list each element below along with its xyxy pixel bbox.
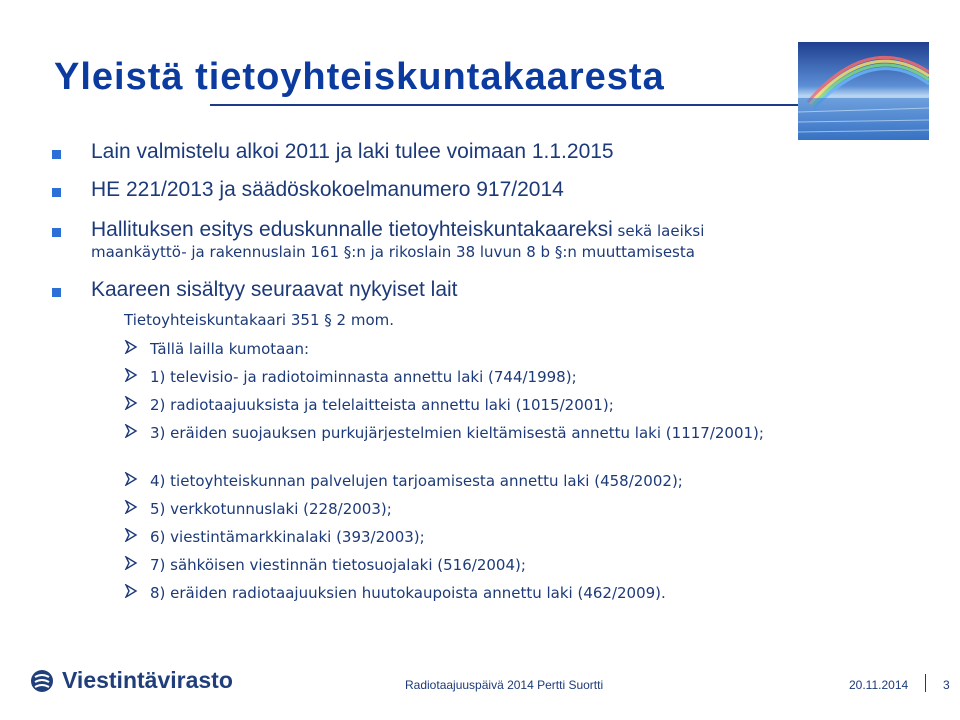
arrow-bullet-icon (124, 584, 138, 598)
footer-event: Radiotaajuuspäivä 2014 Pertti Suortti (405, 678, 604, 692)
arrow-list-item (124, 582, 666, 604)
slide-title: Yleistä tietoyhteiskuntakaaresta (54, 56, 665, 98)
rainbow-ocean-image (798, 42, 929, 140)
arrow-item-text: 8) eräiden radiotaajuuksien huutokaupoista annettu laki (462/2009). (150, 584, 666, 602)
arrow-item-text: 4) tietoyhteiskunnan palvelujen tarjoamisesta annettu laki (458/2002); (150, 472, 683, 490)
square-bullet-icon (52, 150, 61, 159)
bullet-text: HE 221/2013 ja säädöskokoelmanumero 917/2014 (91, 178, 564, 201)
bullet-text: Lain valmistelu alkoi 2011 ja laki tulee voimaan 1.1.2015 (91, 140, 614, 163)
arrow-bullet-icon (124, 340, 138, 354)
arrow-bullet-icon (124, 472, 138, 486)
logo-text: Viestintävirasto (62, 667, 233, 693)
bullet-text-line2: maankäyttö- ja rakennuslain 161 §:n ja rikoslain 38 luvun 8 b §:n muuttamisesta (91, 243, 695, 261)
viestintavirasto-logo (30, 667, 233, 694)
arrow-item-text: 3) eräiden suojauksen purkujärjestelmien kieltämisestä annettu laki (1117/2001); (150, 424, 764, 442)
arrow-item-text: Tällä lailla kumotaan: (150, 340, 310, 358)
arrow-item-text: 7) sähköisen viestinnän tietosuojalaki (516/2004); (150, 556, 526, 574)
arrow-bullet-icon (124, 556, 138, 570)
arrow-list-item (124, 366, 577, 388)
bullet-text: Hallituksen esitys eduskunnalle tietoyhteiskuntakaareksi (91, 218, 613, 241)
arrow-bullet-icon (124, 424, 138, 438)
arrow-list-item (124, 394, 614, 416)
square-bullet-icon (52, 288, 61, 297)
title-underline (210, 104, 800, 106)
bullet-item (52, 218, 704, 261)
arrow-list-item (124, 554, 526, 576)
arrow-bullet-icon (124, 500, 138, 514)
arrow-list-item (124, 526, 425, 548)
arrow-list-item (124, 422, 804, 444)
footer-separator (925, 674, 926, 692)
arrow-item-text: 5) verkkotunnuslaki (228/2003); (150, 500, 392, 518)
bullet-item (52, 178, 564, 202)
footer-date: 20.11.2014 (849, 678, 909, 692)
arrow-bullet-icon (124, 396, 138, 410)
bullet-item (52, 278, 458, 302)
bullet-text: Kaareen sisältyy seuraavat nykyiset lait (91, 278, 458, 301)
arrow-list-item (124, 498, 392, 520)
bullet-item (52, 140, 614, 164)
arrow-bullet-icon (124, 368, 138, 382)
arrow-bullet-icon (124, 528, 138, 542)
arrow-item-text: 1) televisio- ja radiotoiminnasta annettu laki (744/1998); (150, 368, 577, 386)
arrow-item-text: 2) radiotaajuuksista ja telelaitteista annettu laki (1015/2001); (150, 396, 614, 414)
square-bullet-icon (52, 188, 61, 197)
sub-heading: Tietoyhteiskuntakaari 351 § 2 mom. (124, 311, 394, 329)
arrow-list-item (124, 338, 309, 360)
square-bullet-icon (52, 228, 61, 237)
page-number: 3 (943, 678, 950, 692)
bullet-text-tail: sekä laeiksi (612, 222, 705, 240)
logo-mark-icon (30, 669, 54, 693)
arrow-list-item (124, 470, 683, 492)
arrow-item-text: 6) viestintämarkkinalaki (393/2003); (150, 528, 425, 546)
